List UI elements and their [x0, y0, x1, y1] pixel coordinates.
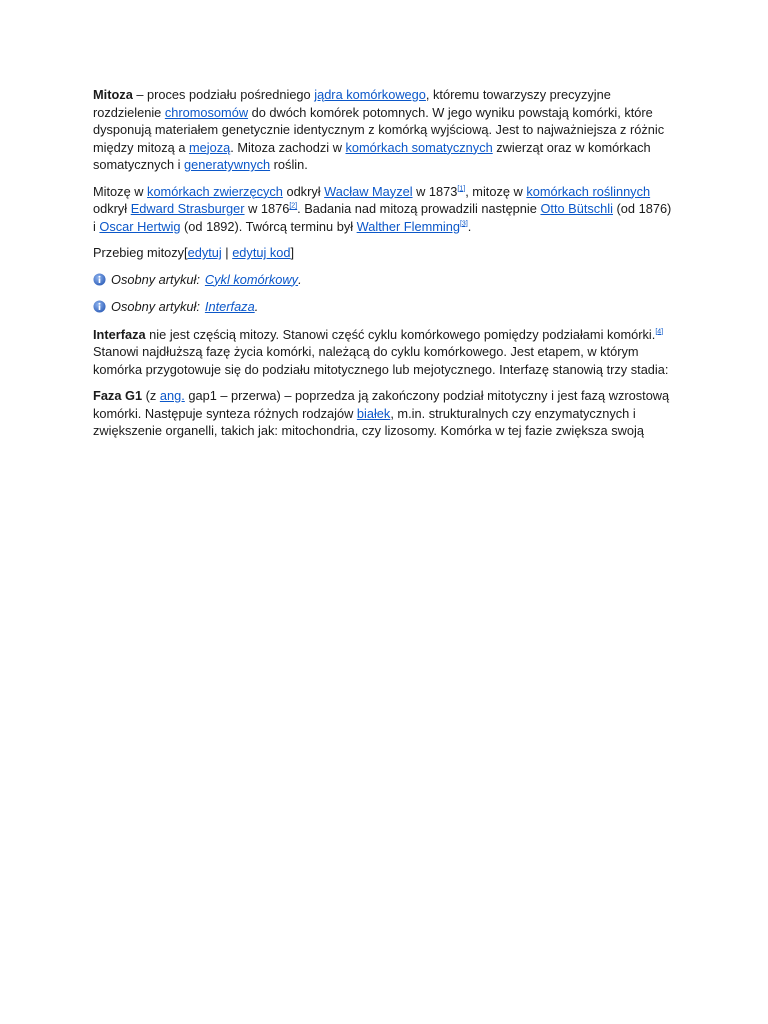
text: , któremu towarzyszy precyzyjne rozdzielenie	[93, 87, 611, 120]
edit-link[interactable]: edytuj	[187, 245, 222, 260]
link-komorkach-somatycznych[interactable]: komórkach somatycznych	[345, 139, 493, 155]
link-edward-strasburger[interactable]: Edward Strasburger	[130, 201, 245, 216]
paragraph-discovery	[93, 183, 677, 236]
text: (od 1876) i	[93, 201, 672, 234]
text: . Mitoza zachodzi w	[230, 139, 346, 155]
paragraph-interfaza	[93, 326, 677, 379]
note-label: Osobny artykuł:	[111, 299, 200, 314]
link-chromosomow[interactable]: chromosomów	[164, 104, 249, 120]
link-otto-butschli[interactable]: Otto Bütschli	[540, 201, 613, 216]
link-generatywnych[interactable]: generatywnych	[184, 157, 271, 172]
text: . Badania nad mitozą prowadzili następnie	[297, 201, 541, 216]
footnote-3[interactable]: [3]	[459, 220, 468, 228]
footnote-1[interactable]: [1]	[457, 185, 466, 193]
text: nie jest częścią mitozy. Stanowi część cyklu komórkowego pomiędzy podziałami komórki.	[145, 326, 656, 342]
text: ]	[290, 245, 295, 260]
term-faza-g1: Faza G1	[93, 388, 143, 403]
main-article-note-cykl	[93, 271, 677, 289]
text: – proces podziału pośredniego	[132, 87, 315, 102]
text: Mitozę w	[93, 183, 148, 199]
text: (z	[142, 388, 160, 403]
info-icon	[93, 300, 106, 313]
text: odkrył	[282, 183, 325, 199]
text: .	[254, 299, 259, 314]
text: gap1 – przerwa) – poprzedza ją zakończony podział mitotyczny i jest fazą wzrostową komórki. Następuje synteza różnych rodzajów	[93, 388, 670, 421]
separator: |	[221, 245, 233, 260]
text: odkrył	[93, 201, 131, 216]
link-jadra-komorkowego[interactable]: jądra komórkowego	[314, 87, 426, 102]
text: zwierząt oraz w komórkach somatycznych i	[93, 139, 651, 172]
link-bialek[interactable]: białek	[356, 405, 391, 421]
footnote-2[interactable]: [2]	[289, 202, 298, 210]
link-komorkach-roslinnych[interactable]: komórkach roślinnych	[526, 183, 651, 199]
link-mejoza[interactable]: mejozą	[189, 139, 231, 155]
term-interfaza: Interfaza	[93, 326, 146, 342]
link-cykl-komorkowy[interactable]: Cykl komórkowy	[204, 271, 299, 287]
text: , m.in. strukturalnych czy enzymatycznych i zwiększenie organelli, takich jak: mitochondria, czy lizosomy. Komórka w tej fazie zwiększa swoją	[93, 405, 644, 438]
text: roślin.	[270, 157, 308, 172]
link-komorkach-zwierzecych[interactable]: komórkach zwierzęcych	[147, 183, 283, 199]
text: w 1873	[412, 183, 458, 199]
info-icon	[93, 273, 106, 286]
note-label: Osobny artykuł:	[111, 271, 200, 287]
link-waclaw-mayzel[interactable]: Wacław Mayzel	[324, 183, 413, 199]
section-heading-przebieg-mitozy	[93, 244, 677, 262]
footnote-4[interactable]: [4]	[655, 328, 664, 336]
paragraph-mitoza-definition	[93, 86, 677, 174]
text: Stanowi najdłuższą fazę życia komórki, należącą do cyklu komórkowego. Jest etapem, w którym komórka przygotowuje się do podziału mitotycznego lub mejotycznego. Interfazę stanowią trzy stadia:	[93, 344, 669, 377]
text: .	[467, 218, 472, 234]
text: do dwóch komórek potomnych. W jego wyniku powstają komórki, które dysponują materiałem genetycznie identycznym z komórką wyjściową. Jest to najważniejsza z różnic między mitozą a	[93, 104, 665, 155]
link-interfaza[interactable]: Interfaza	[204, 299, 255, 314]
article-content	[93, 86, 677, 449]
paragraph-faza-g1	[93, 387, 677, 440]
text: .	[298, 271, 302, 287]
text: , mitozę w	[465, 183, 527, 199]
heading-text: Przebieg mitozy[	[93, 245, 188, 260]
main-article-note-interfaza	[93, 298, 677, 316]
edit-source-link[interactable]: edytuj kod	[232, 245, 291, 260]
link-oscar-hertwig[interactable]: Oscar Hertwig	[99, 218, 181, 234]
text: (od 1892). Twórcą terminu był	[180, 218, 357, 234]
link-ang[interactable]: ang.	[159, 388, 185, 403]
link-walther-flemming[interactable]: Walther Flemming	[356, 218, 460, 234]
term-mitoza: Mitoza	[93, 87, 133, 102]
text: w 1876	[244, 201, 290, 216]
